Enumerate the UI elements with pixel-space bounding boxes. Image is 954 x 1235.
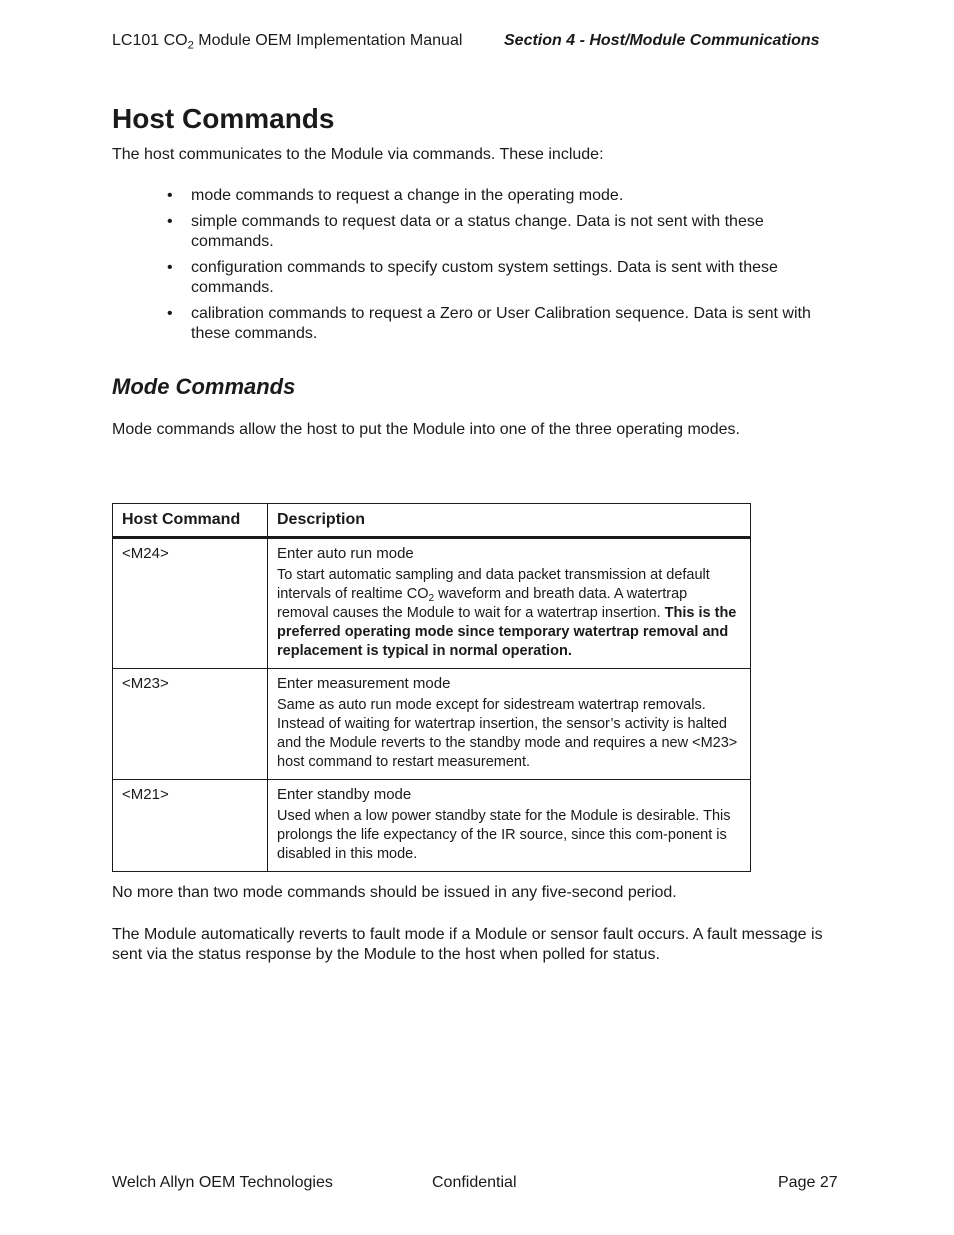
list-item — [112, 258, 832, 298]
bullet-icon: • — [167, 187, 173, 204]
host-commands-heading: Host Commands — [112, 103, 335, 134]
table-row — [113, 780, 751, 872]
page-number: Page 27 — [778, 1174, 838, 1191]
command-cell: <M24> — [113, 538, 268, 669]
description-cell — [268, 669, 751, 780]
command-type-list — [112, 186, 832, 350]
list-item-text: mode commands to request a change in the operating mode. — [191, 187, 624, 204]
rate-limit-note: No more than two mode commands should be issued in any five-second period. — [112, 884, 677, 901]
description-subscript: 2 — [428, 593, 435, 605]
table-row — [113, 669, 751, 780]
mode-title: Enter measurement mode — [277, 675, 451, 692]
table-header-row — [113, 504, 751, 538]
list-item-text: simple commands to request data or a status change. Data is not sent with these commands. — [191, 213, 764, 250]
mode-title: Enter standby mode — [277, 786, 412, 803]
mode-title: Enter auto run mode — [277, 545, 414, 562]
description-text: To start automatic sampling and data packet transmission at default intervals of realtime CO — [277, 567, 710, 602]
mode-commands-table — [112, 503, 751, 872]
description-text-cont: waveform and breath data. A watertrap removal causes the Module to wait for a watertrap insertion. — [277, 586, 688, 621]
document-title-subscript: 2 — [187, 39, 194, 52]
table-row — [113, 538, 751, 669]
document-title — [112, 32, 463, 52]
command-cell: <M23> — [113, 669, 268, 780]
document-title-pre: LC101 CO — [112, 32, 188, 49]
document-title-post: Module OEM Implementation Manual — [193, 32, 463, 49]
mode-commands-heading: Mode Commands — [112, 374, 296, 399]
description-cell — [268, 538, 751, 669]
host-commands-intro: The host communicates to the Module via commands. These include: — [112, 146, 604, 163]
footer-confidential: Confidential — [432, 1174, 517, 1191]
column-header-description: Description — [268, 504, 751, 538]
list-item — [112, 186, 832, 206]
list-item-text: configuration commands to specify custom system settings. Data is sent with these commands. — [191, 259, 778, 296]
command-cell: <M21> — [113, 780, 268, 872]
bullet-icon: • — [167, 305, 173, 322]
bullet-icon: • — [167, 259, 173, 276]
description-emphasis: This is the preferred operating mode since temporary watertrap removal and replacement is typical in normal operation. — [277, 605, 737, 659]
page-header — [112, 32, 852, 50]
list-item-text: calibration commands to request a Zero or User Calibration sequence. Data is sent with these commands. — [191, 305, 811, 342]
mode-description: Same as auto run mode except for sidestream watertrap removals. Instead of waiting for watertrap insertion, the sensor’s activity is halted and the Module reverts to the standby mode and requires a new <M23> host command to restart measurement. — [277, 697, 738, 770]
column-header-command: Host Command — [113, 504, 268, 538]
mode-description: Used when a low power standby state for the Module is desirable. This prolongs the life expectancy of the IR source, since this com-ponent is disabled in this mode. — [277, 808, 731, 862]
fault-mode-note: The Module automatically reverts to fault mode if a Module or sensor fault occurs. A fault message is sent via the status response by the Module to the host when polled for status. — [112, 926, 823, 963]
mode-description — [277, 566, 741, 661]
list-item — [112, 304, 832, 344]
bullet-icon: • — [167, 213, 173, 230]
mode-commands-intro: Mode commands allow the host to put the Module into one of the three operating modes. — [112, 421, 740, 438]
section-title: Section 4 - Host/Module Communications — [504, 32, 820, 49]
description-cell — [268, 780, 751, 872]
footer-company: Welch Allyn OEM Technologies — [112, 1174, 333, 1191]
list-item — [112, 212, 832, 252]
